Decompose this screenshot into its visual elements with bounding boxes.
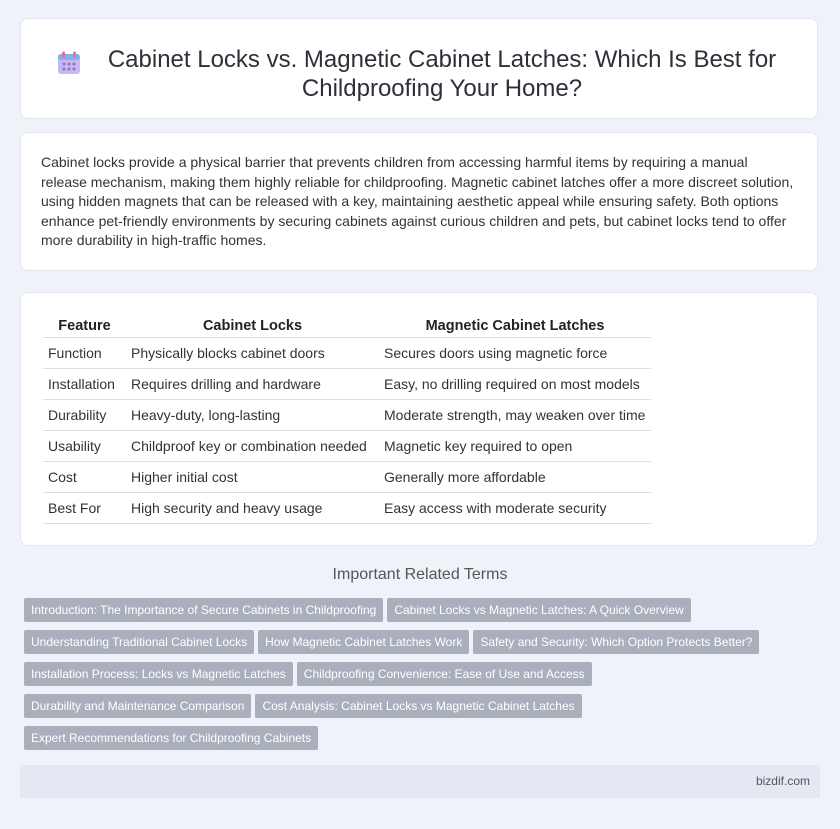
header-magnetic-latches: Magnetic Cabinet Latches <box>379 315 651 338</box>
table-cell: Easy access with moderate security <box>379 493 651 524</box>
table-cell: Easy, no drilling required on most models <box>379 369 651 400</box>
related-term-tag[interactable]: How Magnetic Cabinet Latches Work <box>258 630 469 654</box>
table-cell: Best For <box>43 493 126 524</box>
header-card <box>20 18 818 119</box>
table-cell: Requires drilling and hardware <box>126 369 379 400</box>
table-cell: Heavy-duty, long-lasting <box>126 400 379 431</box>
table-row <box>43 493 651 524</box>
header-feature: Feature <box>43 315 126 338</box>
table-cell: Secures doors using magnetic force <box>379 338 651 369</box>
table-cell: High security and heavy usage <box>126 493 379 524</box>
intro-card <box>20 132 818 271</box>
related-terms-list <box>24 598 824 758</box>
related-term-tag[interactable]: Childproofing Convenience: Ease of Use and Access <box>297 662 592 686</box>
table-row <box>43 369 651 400</box>
table-cell: Higher initial cost <box>126 462 379 493</box>
table-cell: Childproof key or combination needed <box>126 431 379 462</box>
related-term-tag[interactable]: Cabinet Locks vs Magnetic Latches: A Quick Overview <box>387 598 690 622</box>
table-cell: Moderate strength, may weaken over time <box>379 400 651 431</box>
table-row <box>43 338 651 369</box>
calendar-icon <box>56 50 82 76</box>
table-row <box>43 431 651 462</box>
related-term-tag[interactable]: Installation Process: Locks vs Magnetic Latches <box>24 662 293 686</box>
table-row <box>43 462 651 493</box>
intro-paragraph: Cabinet locks provide a physical barrier that prevents children from accessing harmful items by requiring a manual release mechanism, making them highly reliable for childproofing. Magnetic cabinet latches offer a more discreet solution, using hidden magnets that can be released with a key, maintaining aesthetic appeal while ensuring safety. Both options enhance pet-friendly environments by securing cabinets against curious children and pets, but cabinet locks tend to offer more durability in high-traffic homes. <box>41 154 794 248</box>
related-term-tag[interactable]: Durability and Maintenance Comparison <box>24 694 251 718</box>
related-term-tag[interactable]: Expert Recommendations for Childproofing Cabinets <box>24 726 318 750</box>
table-header-row <box>43 315 651 338</box>
related-term-tag[interactable]: Cost Analysis: Cabinet Locks vs Magnetic Cabinet Latches <box>255 694 581 718</box>
title-wrap <box>21 19 817 103</box>
table-row <box>43 400 651 431</box>
table-cell: Cost <box>43 462 126 493</box>
table-cell: Generally more affordable <box>379 462 651 493</box>
page-title: Cabinet Locks vs. Magnetic Cabinet Latches: Which Is Best for Childproofing Your Home? <box>107 46 777 102</box>
footer-site-link[interactable]: bizdif.com <box>755 774 810 788</box>
footer <box>20 765 820 798</box>
table-cell: Function <box>43 338 126 369</box>
header-cabinet-locks: Cabinet Locks <box>126 315 379 338</box>
related-term-tag[interactable]: Safety and Security: Which Option Protects Better? <box>473 630 759 654</box>
table-cell: Durability <box>43 400 126 431</box>
table-cell: Physically blocks cabinet doors <box>126 338 379 369</box>
comparison-card <box>20 292 818 546</box>
related-term-tag[interactable]: Introduction: The Importance of Secure Cabinets in Childproofing <box>24 598 383 622</box>
related-terms-heading: Important Related Terms <box>332 566 508 583</box>
table-cell: Installation <box>43 369 126 400</box>
comparison-table <box>43 315 651 524</box>
table-cell: Usability <box>43 431 126 462</box>
table-cell: Magnetic key required to open <box>379 431 651 462</box>
related-term-tag[interactable]: Understanding Traditional Cabinet Locks <box>24 630 254 654</box>
